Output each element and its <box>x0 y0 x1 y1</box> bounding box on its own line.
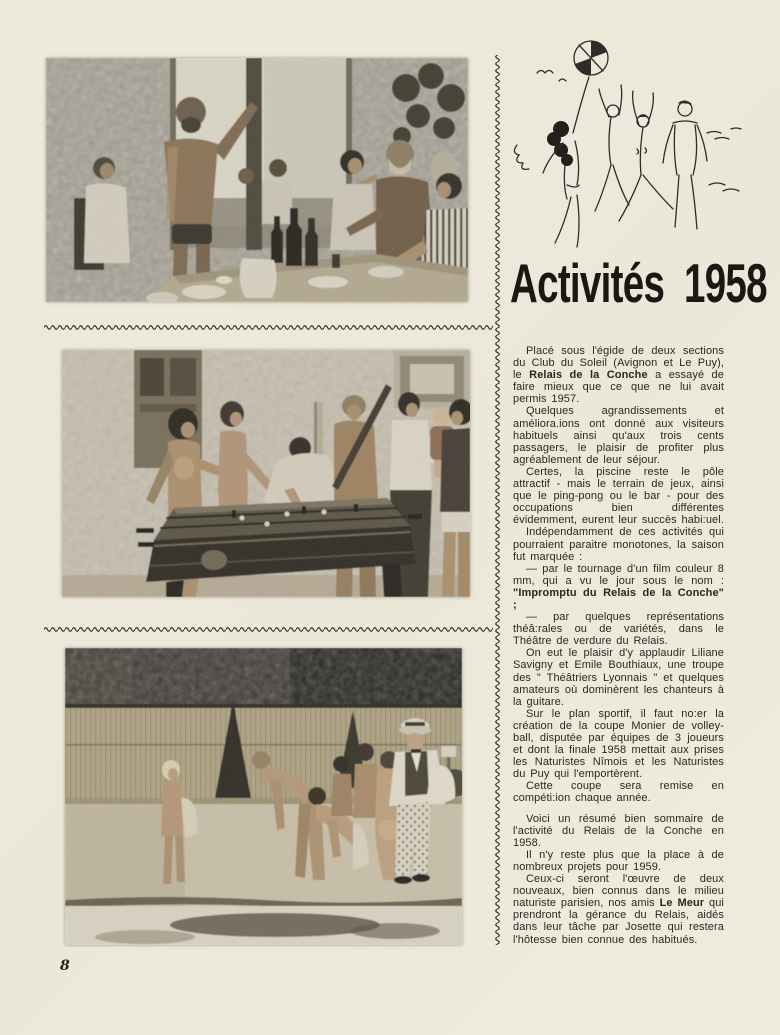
article-body <box>513 345 724 946</box>
hair-figure1 <box>547 121 573 166</box>
paragraph: On eut le plaisir d'y applaudir Liliane Savigny et Emile Bouthiaux, une troupe des " Théâtriers Lyonnais " et quelques amateurs où dominèrent les chanteurs à la guitare. <box>513 647 724 708</box>
paragraph: Placé sous l'égide de deux sections du Club du Soleil (Avignon et Le Puy), le Relais de la Conche a essayé de faire mieux que ce que ne lui avait permis 1957. <box>513 345 724 406</box>
paragraph: Sur le plan sportif, il faut no:er la création de la coupe Monier de volley-ball, disputée par équipes de 3 joueurs et dont la finale 1958 mettait aux prises les Naturistes Nîmois et les Naturistes du Puy qui l'emportèrent. <box>513 707 724 781</box>
scrub-icon <box>707 128 741 139</box>
bird-icon <box>537 71 553 74</box>
wavy-divider-bottom <box>44 620 493 629</box>
scrub-icon <box>709 183 739 191</box>
paragraph: Il n'y reste plus que la place à de nombreux projets pour 1959. <box>513 848 724 873</box>
photo-poolside <box>65 648 462 945</box>
paragraph: — par quelques représentations théâ:rales ou de variétés, dans le Théâtre de verdure du Relais. <box>513 611 724 648</box>
paragraph: Indépendamment de ces activités qui pourraient paraitre monotones, la saison fut marquée : <box>513 526 724 563</box>
wavy-divider-top <box>44 318 493 327</box>
bush-icon <box>514 145 529 169</box>
paragraph: Certes, la piscine reste le pôle attractif - mais le terrain de jeux, ainsi que le ping-pong ou le bar - pour des occupations bien différentes évidemment, eurent leur succès habi:uel. <box>513 465 724 527</box>
paragraph: Quelques agrandissements et améliora.ions ont donné aux visiteurs habituels ainsi qu'aux trois cents passagers, le plaisir de profiter plus agréablement de leur séjour. <box>513 405 724 466</box>
page-number: 8 <box>60 958 70 974</box>
volleyball-illustration <box>503 33 765 260</box>
paragraph: — par le tournage d'un film couleur 8 mm, qui a vu le jour sous le nom : "Impromptu du Relais de la Conche" ; <box>513 562 724 611</box>
zigzag-divider-vertical <box>492 55 502 950</box>
paragraph: Ceux-ci seront l'œuvre de deux nouveaux, bien connus dans le milieu naturiste parisien, nos amis Le Meur qui prendront la gérance du Relais, aidés dans leur tâche par Josette qui restera l'hôtesse bien connue des habitués. <box>513 873 724 946</box>
photo-dinner-table-image <box>46 58 468 302</box>
photo-dinner-table <box>46 58 468 302</box>
beach-ball-icon <box>574 41 608 75</box>
paragraph: Cette coupe sera remise en compéti:ion chaque année. <box>513 780 724 805</box>
bird-icon <box>559 79 566 81</box>
photo-table-football <box>62 350 470 597</box>
paragraph: Voici un résumé bien sommaire de l'activité du Relais de la Conche en 1958. <box>513 812 724 849</box>
photo-table-football-image <box>62 350 470 597</box>
photo-poolside-image <box>65 648 462 945</box>
volleyball-sketch-icon <box>503 33 765 255</box>
article-title: Activités 1958 <box>510 252 767 314</box>
